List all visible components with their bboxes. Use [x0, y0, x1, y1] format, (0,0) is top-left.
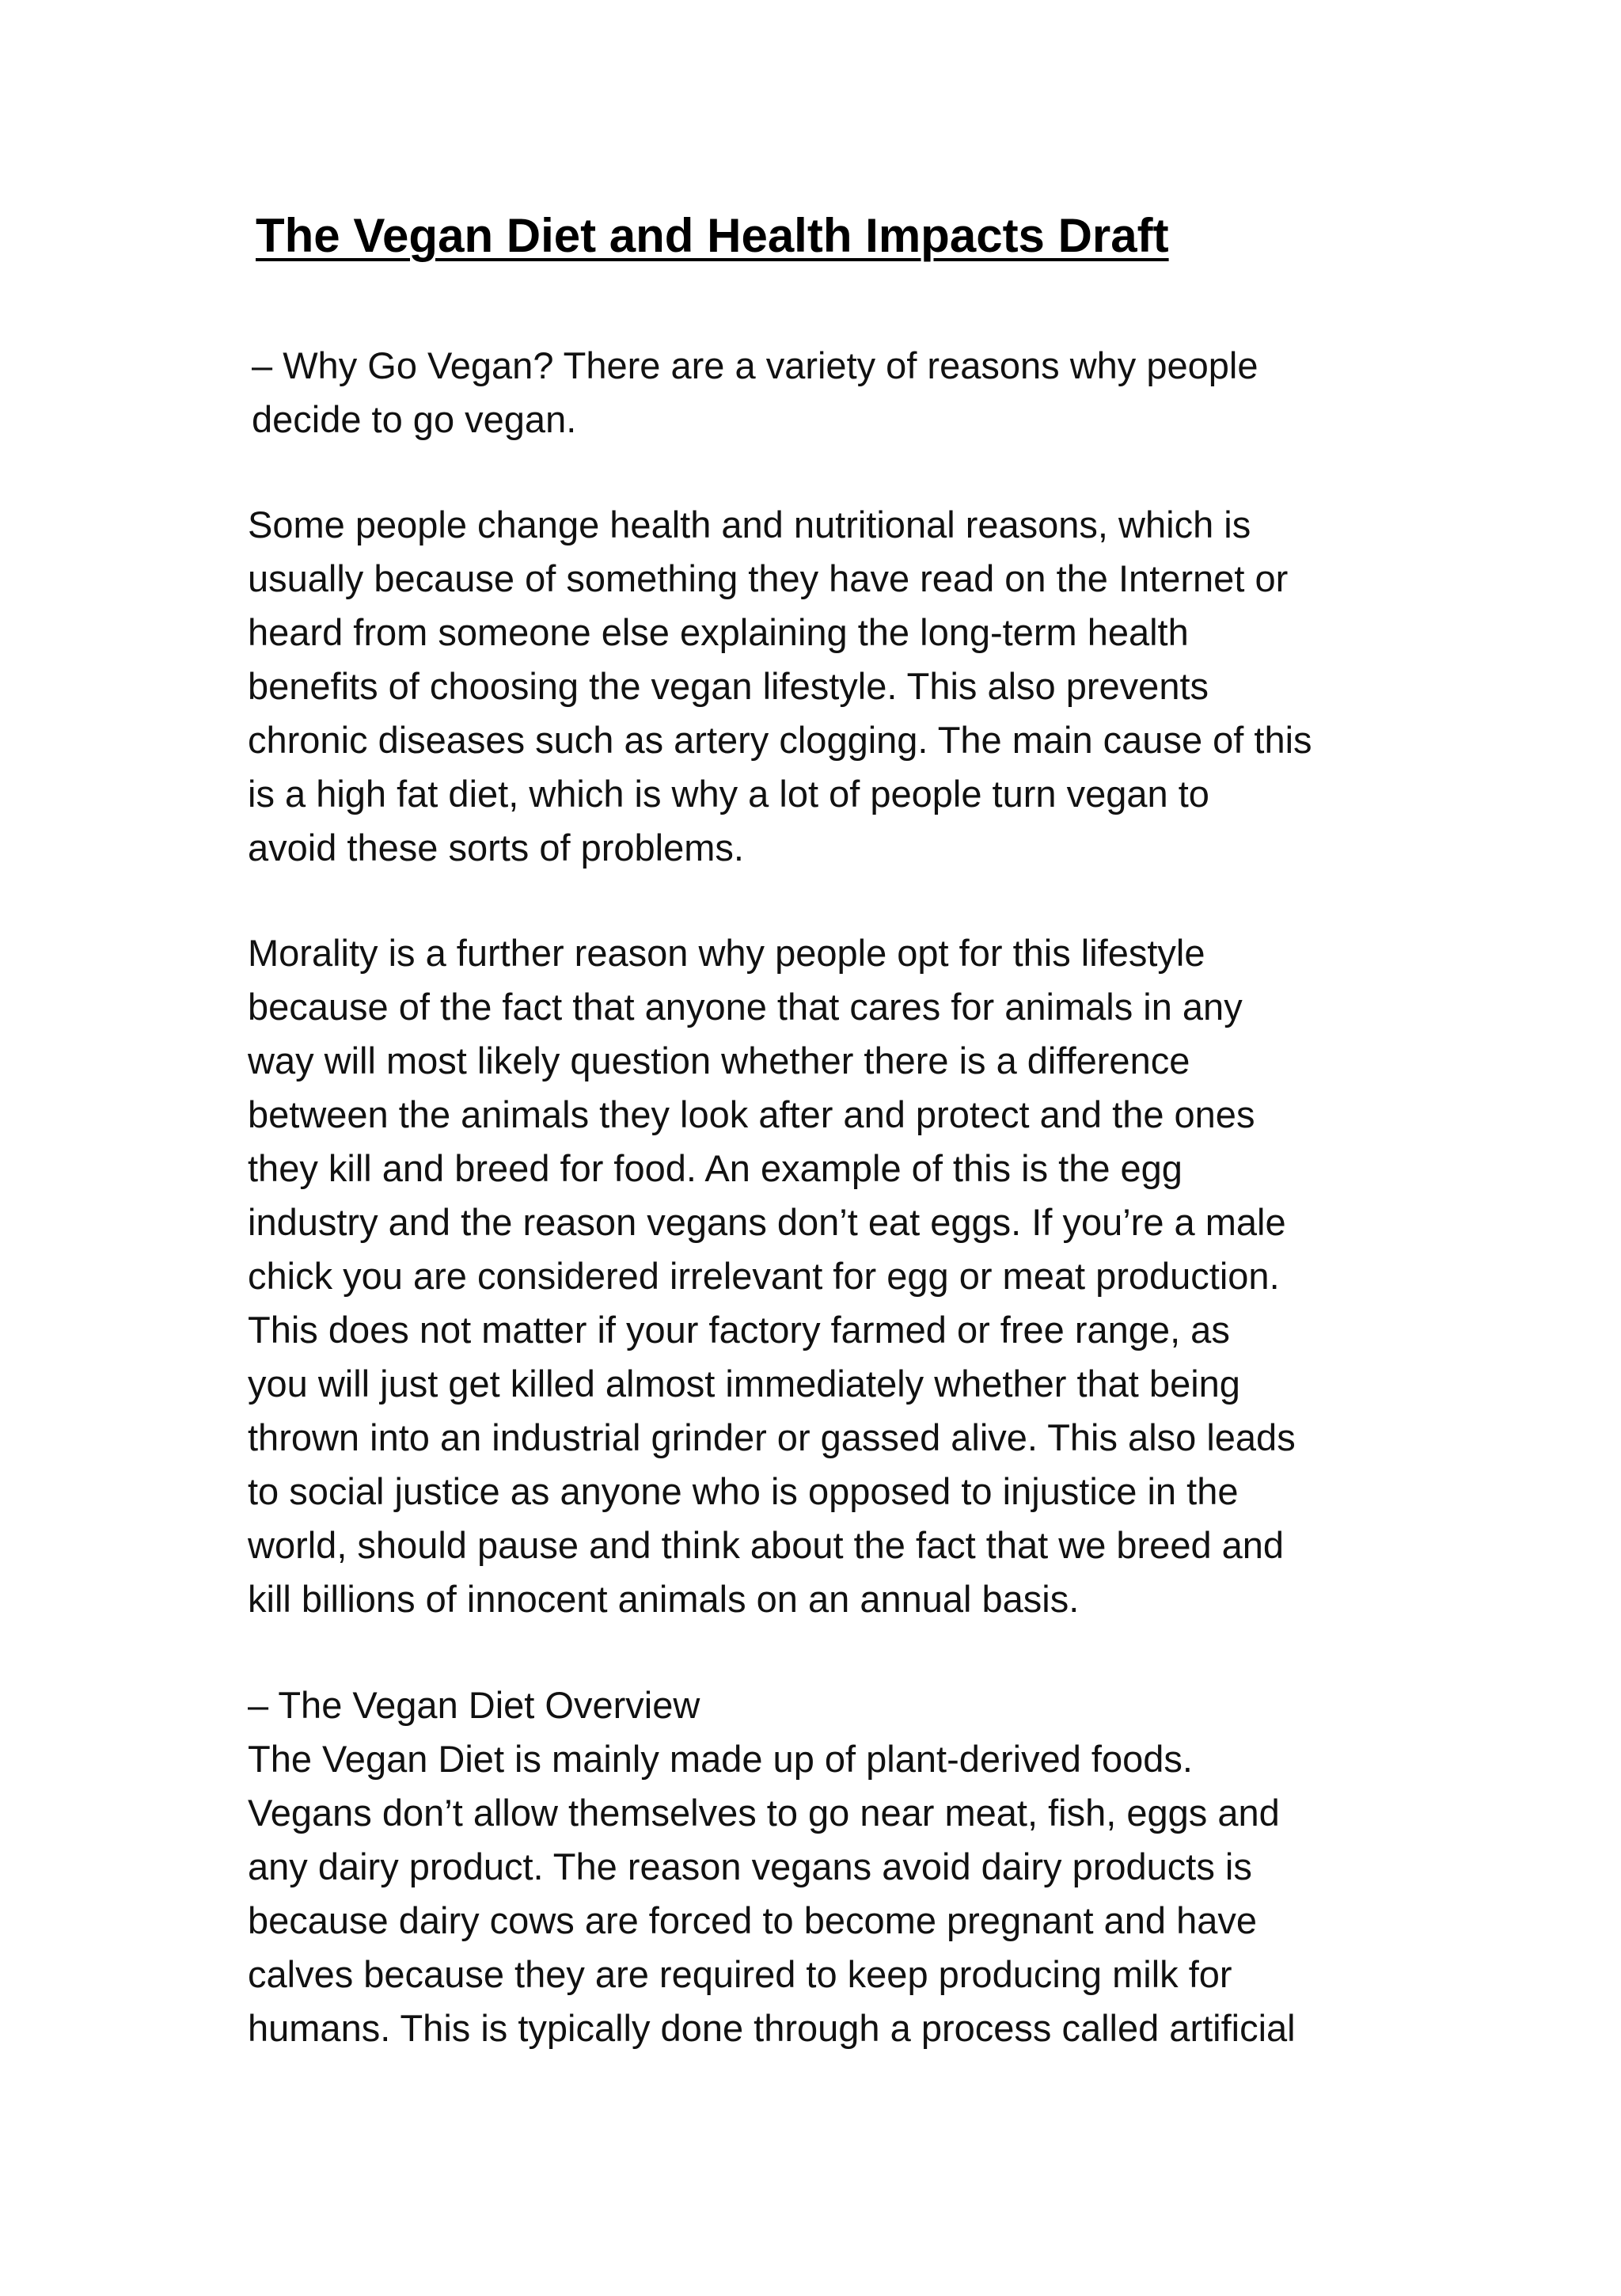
text-line: industry and the reason vegans don’t eat eggs. If you’re a male — [248, 1201, 1286, 1243]
paragraph-diet-overview — [248, 1678, 1395, 2055]
text-line: they kill and breed for food. An example of this is the egg — [248, 1147, 1183, 1189]
text-line: between the animals they look after and protect and the ones — [248, 1093, 1255, 1135]
text-line: calves because they are required to keep producing milk for — [248, 1953, 1232, 1995]
text-line: This does not matter if your factory farmed or free range, as — [248, 1309, 1230, 1351]
text-line: Morality is a further reason why people opt for this lifestyle — [248, 932, 1205, 974]
text-line: any dairy product. The reason vegans avoid dairy products is — [248, 1846, 1252, 1887]
text-line: heard from someone else explaining the long-term health — [248, 611, 1189, 653]
text-line: thrown into an industrial grinder or gassed alive. This also leads — [248, 1416, 1296, 1458]
text-line: The Vegan Diet is mainly made up of plant-derived foods. — [248, 1738, 1193, 1780]
text-line: benefits of choosing the vegan lifestyle. This also prevents — [248, 665, 1209, 707]
text-line: way will most likely question whether there is a difference — [248, 1040, 1190, 1081]
text-line: avoid these sorts of problems. — [248, 827, 744, 869]
text-line: Some people change health and nutritional reasons, which is — [248, 504, 1251, 545]
text-line: because of the fact that anyone that cares for animals in any — [248, 986, 1243, 1028]
text-line: chick you are considered irrelevant for egg or meat production. — [248, 1255, 1280, 1297]
text-line: humans. This is typically done through a process called artificial — [248, 2007, 1296, 2049]
text-line: world, should pause and think about the fact that we breed and — [248, 1524, 1285, 1566]
text-line: Vegans don’t allow themselves to go near meat, fish, eggs and — [248, 1792, 1280, 1834]
paragraph-why-go-vegan — [252, 339, 1399, 447]
document-title: The Vegan Diet and Health Impacts Draft — [256, 209, 1169, 262]
section-heading: – The Vegan Diet Overview — [248, 1684, 700, 1726]
paragraph-health-reasons — [248, 498, 1395, 875]
text-line: kill billions of innocent animals on an annual basis. — [248, 1578, 1080, 1620]
text-line: to social justice as anyone who is opposed to injustice in the — [248, 1470, 1239, 1512]
text-line: because dairy cows are forced to become pregnant and have — [248, 1899, 1258, 1941]
text-line: you will just get killed almost immediately whether that being — [248, 1363, 1240, 1405]
text-line: is a high fat diet, which is why a lot of people turn vegan to — [248, 773, 1209, 815]
paragraph-morality — [248, 926, 1395, 1626]
text-line: decide to go vegan. — [252, 398, 577, 440]
text-line: usually because of something they have read on the Internet or — [248, 557, 1289, 599]
text-line: chronic diseases such as artery clogging. The main cause of this — [248, 719, 1312, 761]
text-line: – Why Go Vegan? There are a variety of reasons why people — [252, 344, 1258, 386]
